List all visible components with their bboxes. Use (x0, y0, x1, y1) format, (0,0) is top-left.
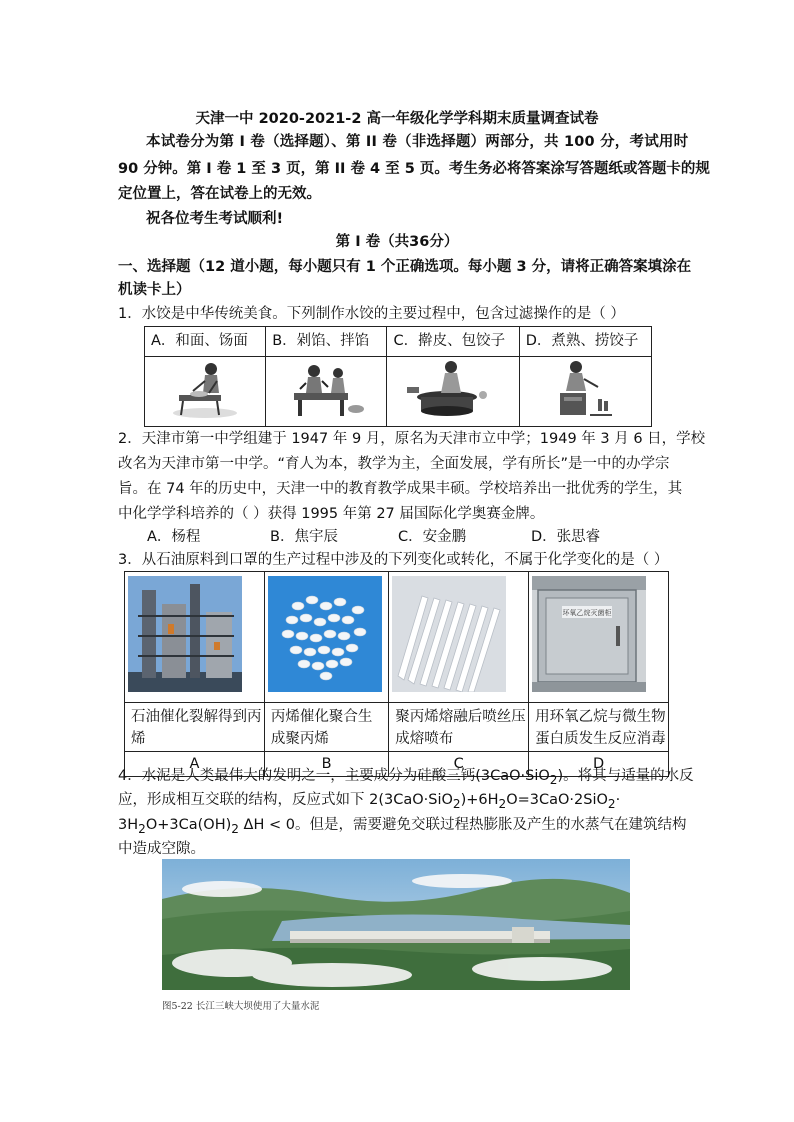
q3-label-a: A (125, 752, 265, 777)
intro-line: 本试卷分为第 I 卷（选择题）、第 II 卷（非选择题）两部分，共 100 分，考试用时 (146, 134, 689, 150)
q2-option-b: B．焦宇辰 (270, 529, 338, 545)
q3-desc-b: 丙烯催化聚合生成聚丙烯 (264, 703, 388, 752)
q2-stem: 旨。在 74 年的历史中，天津一中的教育教学成果丰硕。学校培养出一批优秀的学生，其 (118, 481, 683, 497)
exam-title: 天津一中 2020-2021-2 高一年级化学学科期末质量调查试卷 (195, 111, 599, 127)
q3-label-c: C (389, 752, 529, 777)
q3-photo-a-cell (125, 572, 265, 703)
q3-photo-d-cell (529, 572, 669, 703)
q1-illustration-kneading (145, 357, 266, 427)
q1-option-d: D．煮熟、捞饺子 (519, 327, 651, 357)
q4-stem: $3H_2O+3Ca(OH)_2$ ΔH < 0。但是，需要避免交联过程热膨胀及产生的水蒸气在建筑结构 (118, 817, 687, 836)
q4-stem: 4．水泥是人类最伟大的发明之一，主要成分为硅酸三钙(3CaO·SiO$_2$)。将其与适量的水反 (118, 768, 694, 787)
q3-label-b: B (264, 752, 388, 777)
three-gorges-dam-photo (162, 859, 630, 990)
q3-table (124, 571, 669, 777)
section-heading: 一、选择题（12 道小题，每小题只有 1 个正确选项。每小题 3 分，请将正确答案填涂在 (118, 259, 692, 275)
chopping-filling-image (266, 357, 384, 422)
q1-illustration-boiling (519, 357, 651, 427)
section-heading: 机读卡上） (118, 282, 191, 298)
wish-line: 祝各位考生考试顺利! (146, 211, 284, 227)
sterilizer-photo (532, 576, 646, 692)
q1-illustration-rolling (387, 357, 519, 427)
q1-illustration-chopping (266, 357, 387, 427)
q4-stem: 中造成空隙。 (118, 841, 205, 857)
rolling-wrapper-image (387, 357, 514, 422)
refinery-photo (128, 576, 242, 692)
q3-photo-c-cell (389, 572, 529, 703)
q2-option-c: C．安金鹏 (398, 529, 467, 545)
q3-label-d: D (529, 752, 669, 777)
meltblown-fabric-photo (392, 576, 506, 692)
q1-option-b: B．剁馅、拌馅 (266, 327, 387, 357)
q4-stem: 应，形成相互交联的结构，反应式如下 $2(3CaO\cdot SiO_2)+6H_2O=3CaO\cdot 2SiO_2\cdot$ (118, 792, 621, 811)
intro-line: 定位置上，答在试卷上的无效。 (118, 186, 321, 202)
q2-option-a: A．杨程 (147, 529, 201, 545)
q1-stem: 1．水饺是中华传统美食。下列制作水饺的主要过程中，包含过滤操作的是（ ） (118, 306, 625, 322)
polypropylene-pellets-photo (268, 576, 382, 692)
q3-photo-b-cell (264, 572, 388, 703)
q2-stem: 2．天津市第一中学组建于 1947 年 9 月，原名为天津市立中学；1949 年 3 月 6 日，学校 (118, 431, 706, 447)
q3-desc-d: 用环氧乙烷与微生物蛋白质发生反应消毒 (529, 703, 669, 752)
q3-desc-c: 聚丙烯熔融后喷丝压成熔喷布 (389, 703, 529, 752)
part1-title: 第 I 卷（共36分） (335, 234, 459, 250)
intro-line: 90 分钟。第 I 卷 1 至 3 页，第 II 卷 4 至 5 页。考生务必将答案涂写答题纸或答题卡的规 (118, 161, 710, 177)
sterilizer-sign: 环氧乙烷灭菌柜 (562, 609, 612, 617)
q3-desc-a: 石油催化裂解得到丙烯 (125, 703, 265, 752)
q2-stem: 改名为天津市第一中学。“育人为本，教学为主，全面发展，学有所长”是一中的办学宗 (118, 456, 670, 472)
q2-stem: 中化学学科培养的（ ）获得 1995 年第 27 届国际化学奥赛金牌。 (118, 506, 545, 522)
q1-option-c: C．擀皮、包饺子 (387, 327, 519, 357)
q1-option-a: A．和面、饧面 (145, 327, 266, 357)
q1-table (144, 326, 652, 427)
boiling-dumplings-image (520, 357, 647, 422)
q2-option-d: D．张思睿 (531, 529, 601, 545)
kneading-dough-image (145, 357, 263, 422)
figure-caption: 图5-22 长江三峡大坝使用了大量水泥 (162, 1001, 320, 1012)
q3-stem: 3．从石油原料到口罩的生产过程中涉及的下列变化或转化，不属于化学变化的是（ ） (118, 552, 669, 568)
